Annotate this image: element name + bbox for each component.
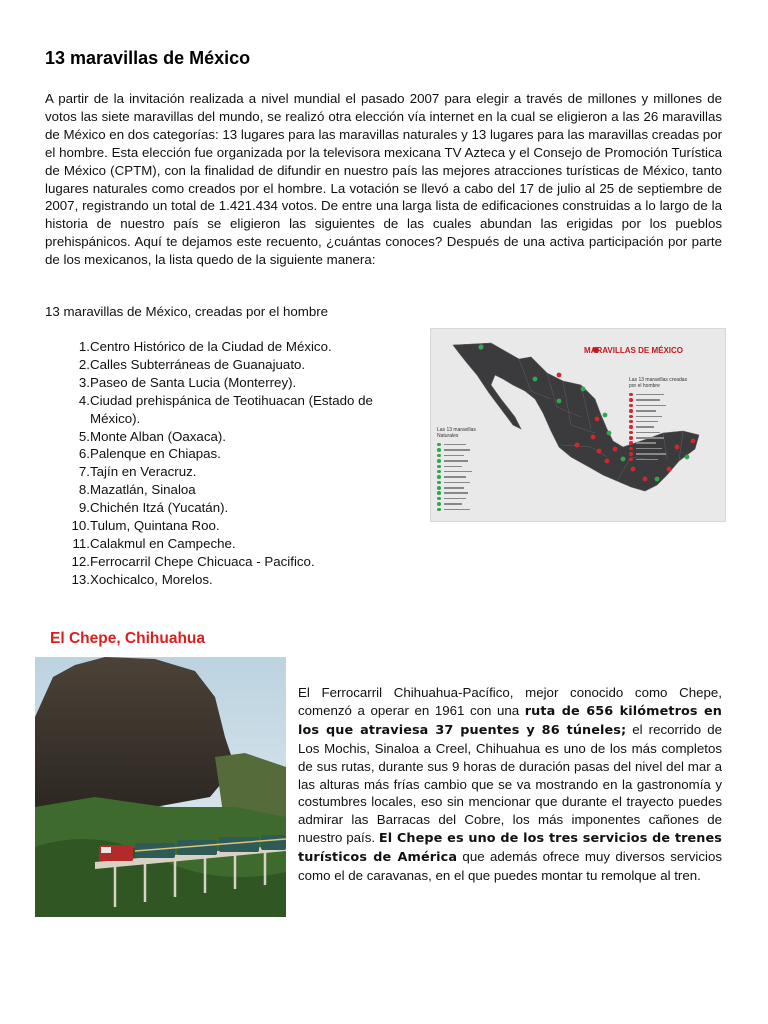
bold-highlight: ruta de 656 kilómetros en los que atraviesa 37 puentes y 86 túneles;	[298, 703, 722, 738]
mexico-map-image	[430, 328, 726, 522]
map-legend-natural	[437, 427, 489, 512]
list-item: 1. Centro Histórico de la Ciudad de México.	[78, 339, 332, 354]
list-item: 7. Tajín en Veracruz.	[78, 464, 197, 480]
list-item: 9. Chichén Itzá (Yucatán).	[78, 500, 229, 516]
section-title: El Chepe, Chihuahua	[50, 630, 206, 647]
list-item: 10. Tulum, Quintana Roo.	[71, 518, 220, 534]
legend-head: Las 13 maravillas creadas por el hombre	[629, 377, 688, 389]
chepe-paragraph: El Ferrocarril Chihuahua-Pacífico, mejor conocido como Chepe, comenzó a operar en 1961 con una ruta de 656 kilómetros en los que atraviesa 37 puentes y 86 túneles; el recorrido de Los Mochis, Sinaloa a Creel, Chihuahua es uno de los más completos de sus rutas, durante sus 9 horas de duración pasas del nivel del mar a las alturas más frías cambio que se va mostrando en la gastronomía y costumbres locales, eso sin mencionar que durante el trayecto puedes admirar las Barracas del Cobre, los más imponentes cañones de nuestro país. El Chepe es uno de los tres servicios de trenes turísticos de América que además ofrece muy diversos servicios como el de caravanas, en el que puedes montar tu remolque al tren.	[298, 685, 723, 884]
list-item: 4. Ciudad prehispánica de Teotihuacan (Estado de México).	[78, 392, 373, 426]
list-item: 13. Xochicalco, Morelos.	[71, 571, 213, 587]
list-item: 12. Ferrocarril Chepe Chicuaca - Pacifico.	[71, 553, 315, 569]
list-item: 8. Mazatlán, Sinaloa	[78, 482, 196, 498]
chepe-train-photo	[35, 657, 286, 917]
list-item: 6. Palenque en Chiapas.	[78, 446, 221, 462]
wonders-list	[62, 338, 422, 589]
bold-highlight: El Chepe es uno de los tres servicios de trenes turísticos de América	[298, 831, 722, 866]
page-title: 13 maravillas de México	[45, 48, 251, 68]
list-item: 3. Paseo de Santa Lucia (Monterrey).	[78, 374, 297, 390]
list-heading: 13 maravillas de México, creadas por el hombre	[45, 304, 329, 319]
map-title: MARAVILLAS DE MÉXICO	[584, 346, 683, 355]
list-item: 11. Calakmul en Campeche.	[72, 535, 236, 551]
intro-paragraph: A partir de la invitación realizada a nivel mundial el pasado 2007 para elegir a través de millones y millones de votos las siete maravillas del mundo, se realizó otra elección vía internet en la cual se eligieron a las 26 maravillas de México en dos categorías: 13 lugares para las maravillas naturales y 13 lugares para las maravillas creadas por el hombre. Esta elección fue organizada por la televisora mexicana TV Azteca y el Consejo de Promoción Turística de México (CPTM), con la finalidad de difundir en nuestro país las mejores atracciones turísticas de México, tanto lugares naturales como creados por el hombre. La votación se llevó a cabo del 17 de julio al 25 de septiembre de 2007, registrando un total de 1.421.434 votos. De entre una larga lista de edificaciones construidas a lo largo de la historia de nuestro país se eligieron las siguientes de las cuales abundan las erigidas por los pueblos prehispánicos. Aquí te dejamos este recuento, ¿cuántas conoces? Después de una activa participación por parte de los mexicanos, la lista quedo de la siguiente manera:	[45, 91, 723, 268]
legend-head: Las 13 maravillas Naturales	[437, 427, 476, 439]
map-legend-man-made	[629, 377, 689, 462]
list-item: 2. Calles Subterráneas de Guanajuato.	[78, 356, 306, 372]
list-item: 5. Monte Alban (Oaxaca).	[78, 428, 226, 444]
